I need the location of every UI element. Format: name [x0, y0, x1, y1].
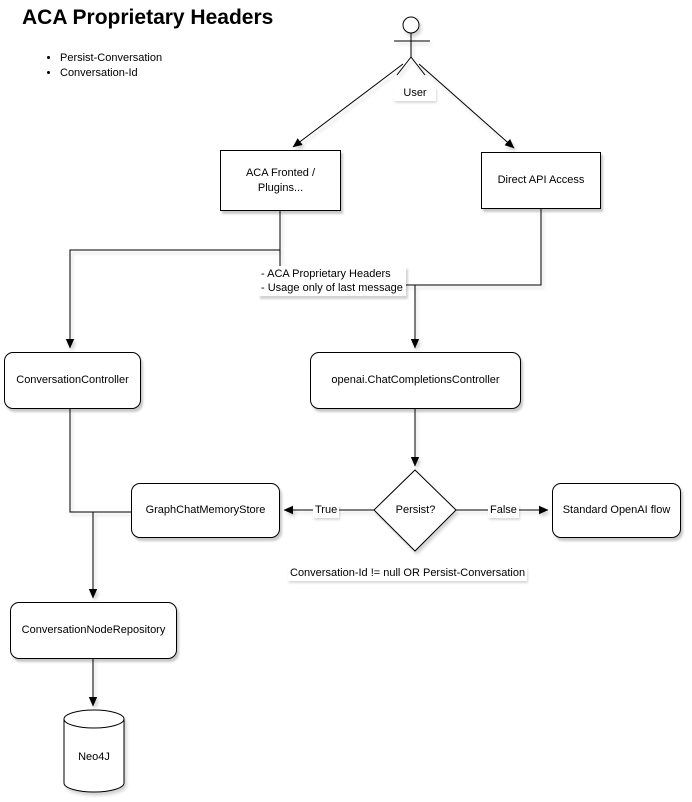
node-aca-fronted-line2: Plugins... [257, 181, 304, 194]
edge-label-false: False [490, 504, 517, 516]
node-chat-completions-controller [310, 352, 521, 409]
node-graph-chat-memory-store-label: GraphChatMemoryStore [145, 504, 266, 517]
persist-decision-label: Persist? [395, 504, 436, 516]
user-label: User [394, 87, 436, 101]
node-conversation-controller [4, 352, 141, 409]
edge-label-true: True [315, 504, 338, 516]
node-aca-fronted [220, 150, 341, 211]
note-aca-headers-line1: - ACA Proprietary Headers [261, 268, 391, 280]
node-graph-chat-memory-store [131, 483, 280, 538]
header-bullet-list [46, 52, 162, 82]
edge-user-to-aca-fronted [293, 64, 403, 147]
node-standard-openai-flow [552, 483, 681, 538]
node-conversation-controller-label: ConversationController [16, 374, 129, 387]
node-aca-fronted-line1: ACA Fronted / [245, 167, 316, 180]
page-title: ACA Proprietary Headers [22, 6, 274, 29]
node-chat-completions-controller-label: openai.ChatCompletionsController [331, 374, 500, 387]
note-persist-condition: Conversation-Id != null OR Persist-Conversation [290, 567, 526, 579]
bullet-item-persist-conversation: • Persist-Conversation [60, 52, 162, 64]
note-aca-headers [258, 266, 406, 296]
node-conversation-node-repository [10, 602, 177, 659]
note-aca-headers-line2: - Usage only of last message [261, 282, 403, 295]
neo4j-label: Neo4J [78, 751, 110, 763]
edge-aca-to-conversation-controller [70, 211, 280, 348]
bullet-item-conversation-id: • Conversation-Id [60, 67, 162, 79]
edge-direct-api-to-chat-completions [415, 209, 541, 285]
edge-conversation-controller-to-graph-store [70, 409, 131, 512]
node-direct-api-access-label: Direct API Access [497, 174, 585, 187]
edge-user-to-direct-api [419, 64, 514, 148]
node-direct-api-access [481, 152, 601, 209]
node-conversation-node-repository-label: ConversationNodeRepository [21, 624, 166, 637]
node-standard-openai-flow-label: Standard OpenAI flow [562, 504, 671, 517]
